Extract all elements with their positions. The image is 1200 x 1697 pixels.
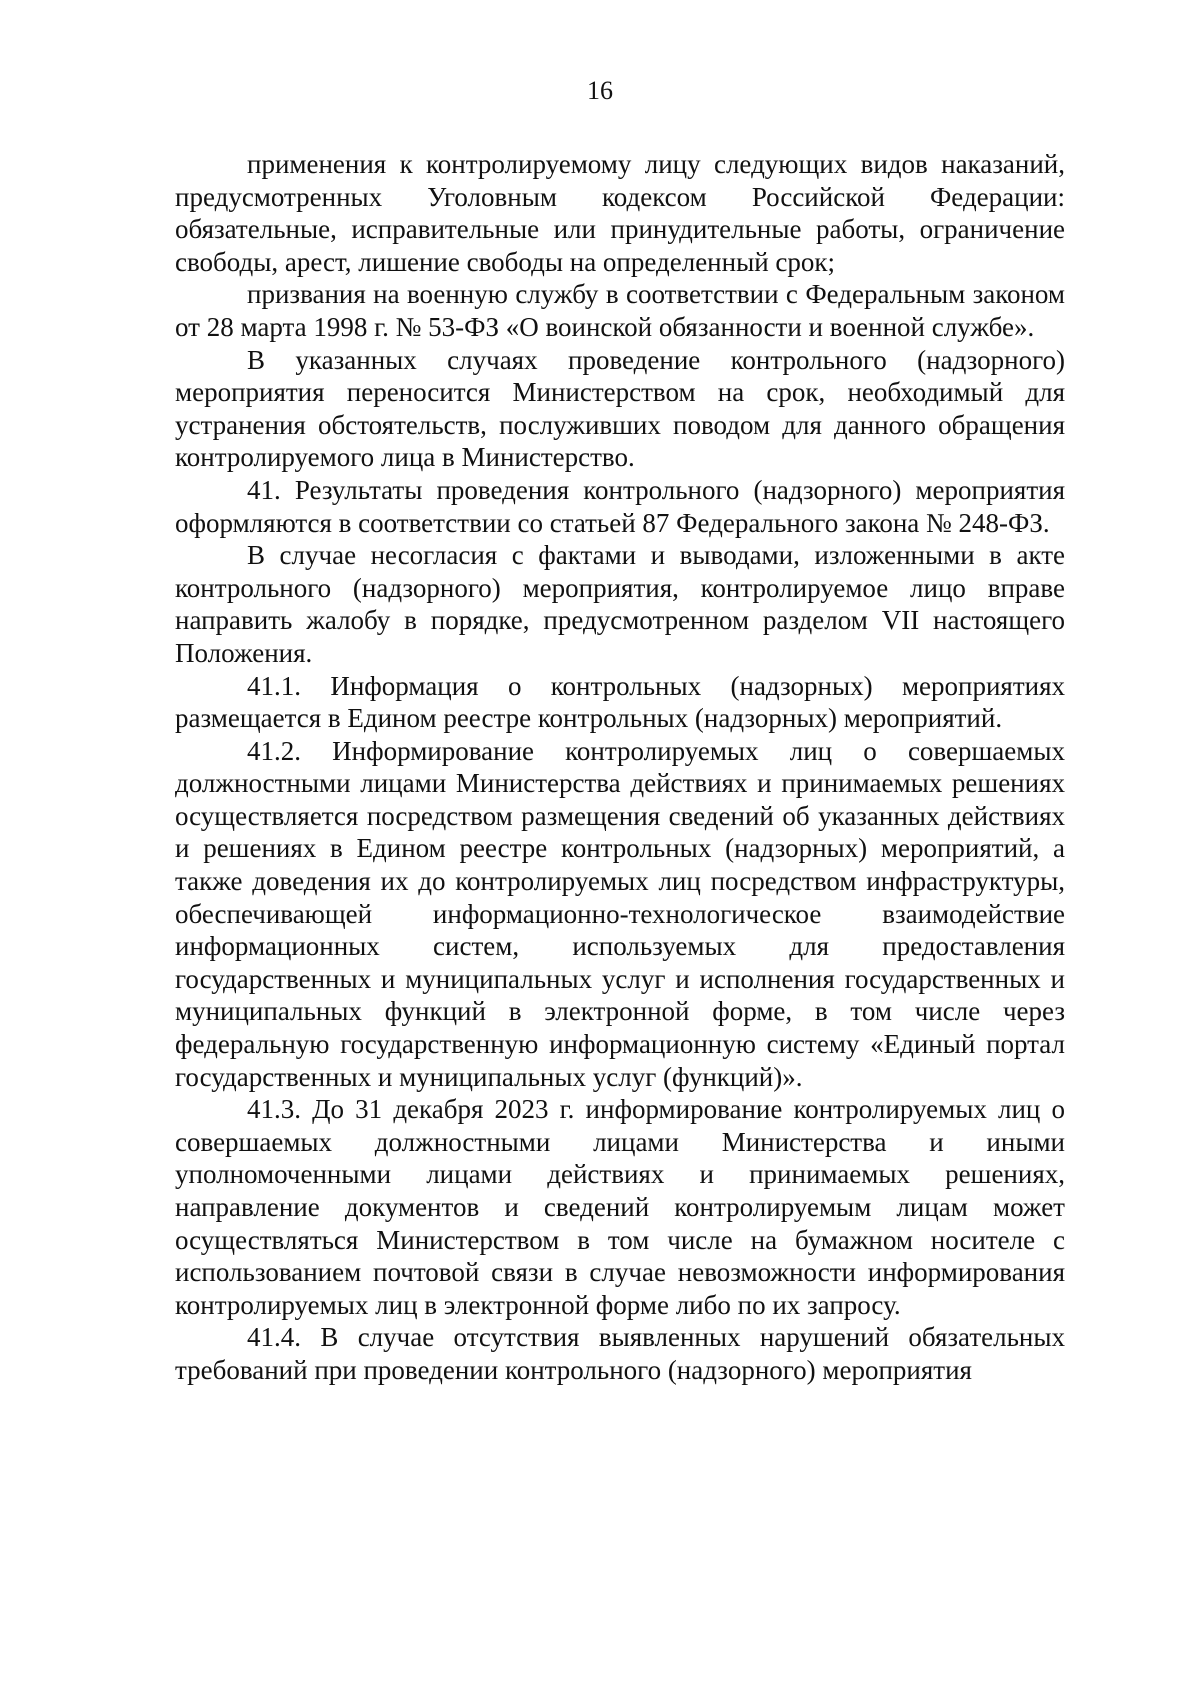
page-number: 16 — [587, 76, 613, 105]
paragraph-disagreement: В случае несогласия с фактами и выводами, изложенными в акте контрольного (надзорного) мероприятия, контролируемое лицо вправе направить жалобу в порядке, предусмотренном разделом VII настоящего Положения. — [175, 540, 1065, 668]
paragraph-postponement: В указанных случаях проведение контрольного (надзорного) мероприятия переносится Министерством на срок, необходимый для устранения обстоятельств, послуживших поводом для данного обращения контролируемого лица в Министерство. — [175, 344, 1065, 473]
paragraph-41: 41. Результаты проведения контрольного (надзорного) мероприятия оформляются в соответствии со статьей 87 Федерального закона № 248-ФЗ. — [175, 474, 1065, 538]
paragraph-41-2: 41.2. Информирование контролируемых лиц о совершаемых должностными лицами Министерства действиях и принимаемых решениях осуществляется посредством размещения сведений об указанных действиях и решениях в Едином реестре контрольных (надзорных) мероприятий, а также доведения их до контролируемых лиц посредством инфраструктуры, обеспечивающей информационно-технологическое взаимодействие информационных систем, используемых для предоставления государственных и муниципальных услуг и исполнения государственных и муниципальных функций в электронной форме, в том числе через федеральную государственную информационную систему «Единый портал государственных и муниципальных услуг (функций)». — [175, 735, 1065, 1092]
paragraph-41-1: 41.1. Информация о контрольных (надзорных) мероприятиях размещается в Едином реестре контрольных (надзорных) мероприятий. — [175, 670, 1065, 734]
paragraph-41-3: 41.3. До 31 декабря 2023 г. информирование контролируемых лиц о совершаемых должностными лицами Министерства и иными уполномоченными лицами действиях и принимаемых решениях, направление документов и сведений контролируемым лицам может осуществляться Министерством в том числе на бумажном носителе с использованием почтовой связи в случае невозможности информирования контролируемых лиц в электронной форме либо по их запросу. — [175, 1094, 1065, 1320]
paragraph-military-service: призвания на военную службу в соответствии с Федеральным законом от 28 марта 1998 г. № 53-ФЗ «О воинской обязанности и военной службе». — [175, 279, 1065, 342]
paragraph-41-4: 41.4. В случае отсутствия выявленных нарушений обязательных требований при проведении контрольного (надзорного) мероприятия — [175, 1322, 1065, 1385]
paragraph-punishments: применения к контролируемому лицу следующих видов наказаний, предусмотренных Уголовным кодексом Российской Федерации: обязательные, исправительные или принудительные работы, ограничение свободы, арест, лишение свободы на определенный срок; — [175, 149, 1065, 277]
document-body — [175, 148, 1065, 1387]
